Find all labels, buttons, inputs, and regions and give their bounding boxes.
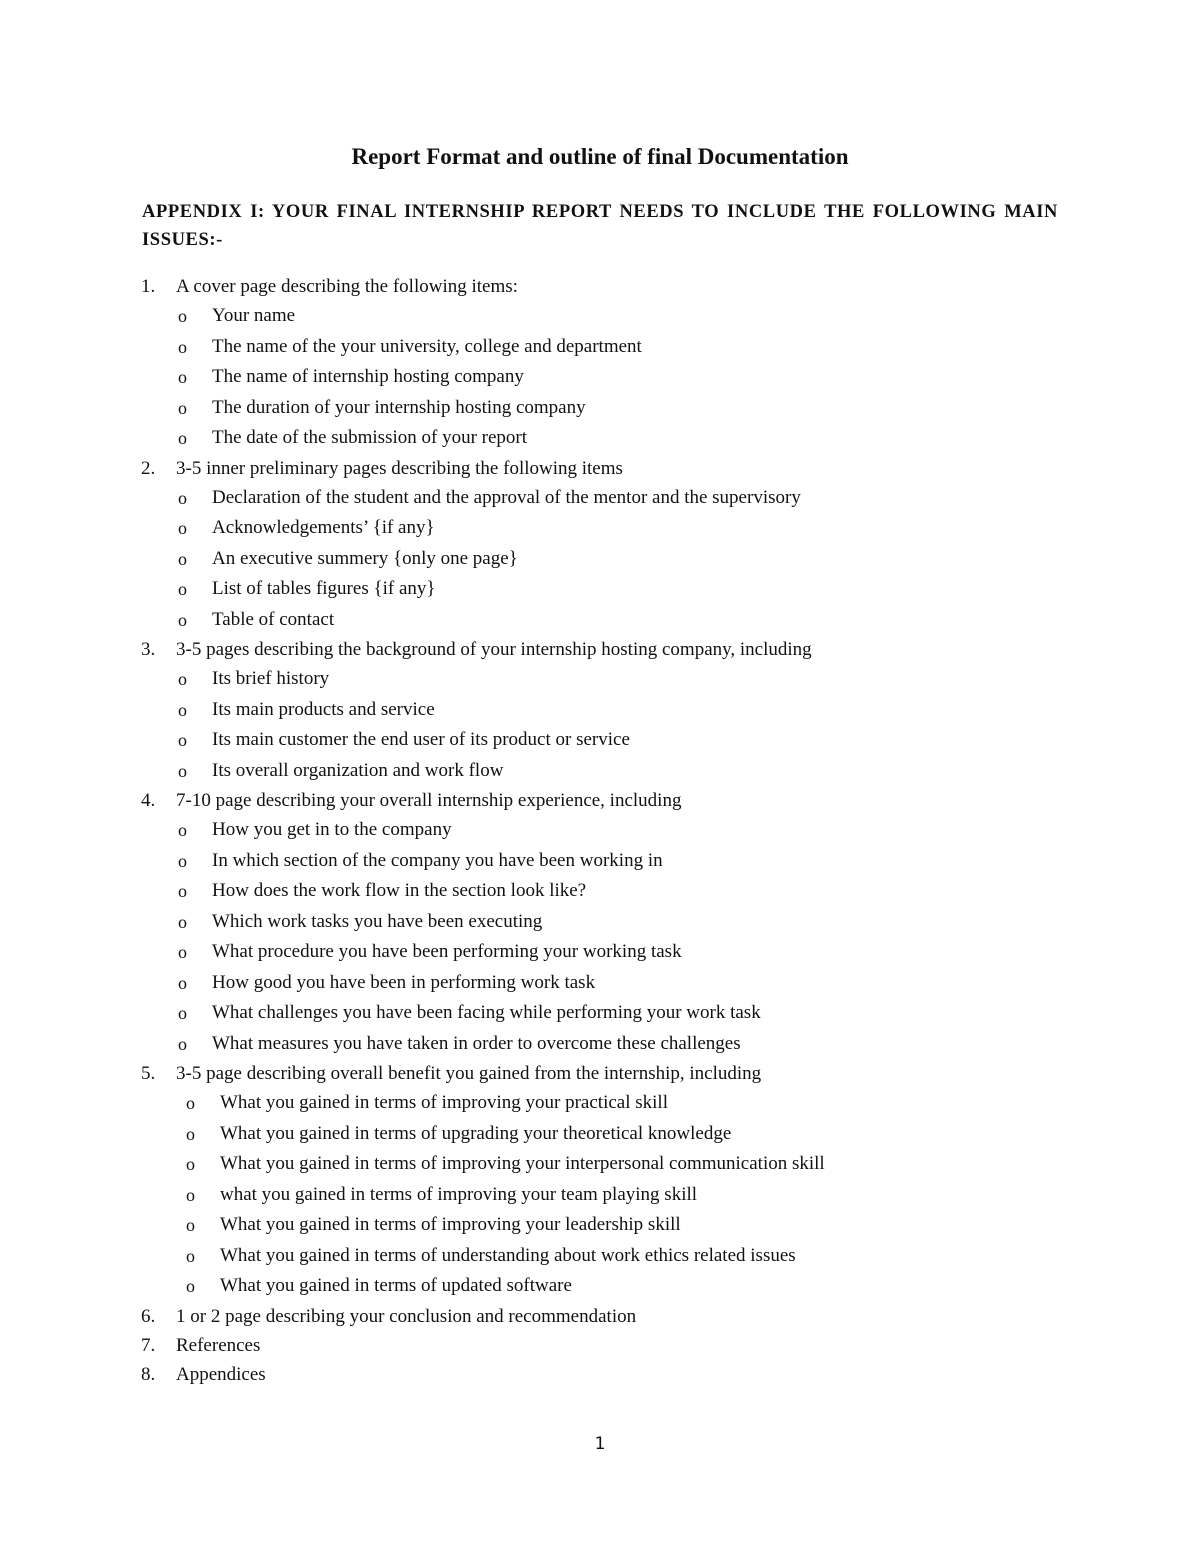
bullet-icon: o [178,881,187,901]
item-number: 7. [141,1334,156,1356]
sub-item [0,998,1200,1029]
sub-item [0,695,1200,726]
bullet-icon: o [178,336,187,357]
outline-item [0,454,1200,636]
sub-item [0,1029,1200,1060]
sub-item-text: What procedure you have been performing your working task [212,941,682,962]
bullet-icon: o [178,367,187,387]
bullet-icon: o [178,699,187,720]
bullet-icon: o [186,1215,195,1235]
sub-item-text: What you gained in terms of improving your practical skill [220,1092,668,1113]
sub-item [0,393,1200,424]
sub-item [0,907,1200,938]
item-text: A cover page describing the following items: [176,276,518,297]
sub-list [0,483,1200,636]
sub-item [0,968,1200,999]
bullet-icon: o [186,1154,195,1174]
sub-item [0,1180,1200,1211]
sub-item-text: Its brief history [212,668,330,689]
sub-list [0,301,1200,454]
outline-item [0,1302,1200,1331]
sub-item [0,756,1200,787]
sub-item-text: How does the work flow in the section look like? [212,880,587,901]
sub-item-text: Acknowledgements’ {if any} [212,517,435,538]
bullet-icon: o [178,428,187,448]
sub-item-text: The name of internship hosting company [212,366,524,387]
sub-item [0,574,1200,605]
bullet-icon: o [186,1245,195,1266]
item-text: 7-10 page describing your overall internship experience, including [176,790,682,811]
sub-item-text: The duration of your internship hosting company [212,396,586,418]
sub-item-text: Its main customer the end user of its product or service [212,729,630,750]
sub-item [0,1149,1200,1180]
item-number: 5. [141,1063,156,1084]
sub-item-text: Which work tasks you have been executing [212,910,543,932]
sub-item [0,876,1200,907]
bullet-icon: o [178,850,187,871]
sub-item-text: What you gained in terms of improving your interpersonal communication skill [220,1153,825,1174]
outline-item [0,1331,1200,1360]
bullet-icon: o [178,669,187,689]
item-text: Appendices [176,1363,266,1385]
bullet-icon: o [178,579,187,599]
sub-item-text: An executive summery {only one page} [212,547,518,569]
sub-item-text: What you gained in terms of understanding about work ethics related issues [220,1244,796,1266]
sub-item-text: Its main products and service [212,698,435,720]
bullet-icon: o [178,730,187,750]
item-text: 3-5 inner preliminary pages describing the following items [176,457,623,479]
outline-item [0,272,1200,454]
sub-item-text: How good you have been in performing work task [212,971,596,993]
sub-item [0,937,1200,968]
sub-item-text: The date of the submission of your report [212,427,528,448]
outline-item [0,1059,1200,1302]
item-text: References [176,1334,261,1356]
sub-list [0,1088,1200,1302]
item-number: 4. [141,790,156,811]
sub-item [0,332,1200,363]
sub-item [0,423,1200,454]
sub-item [0,1210,1200,1241]
item-number: 6. [141,1305,156,1327]
bullet-icon: o [178,911,187,932]
sub-item [0,725,1200,756]
sub-item [0,513,1200,544]
bullet-icon: o [186,1093,195,1113]
outline-item [0,786,1200,1059]
bullet-icon: o [178,1003,187,1023]
sub-item-text: Declaration of the student and the approval of the mentor and the supervisory [212,486,801,508]
document-title: Report Format and outline of final Documentation [351,144,849,169]
bullet-icon: o [178,942,187,962]
sub-item [0,1241,1200,1272]
item-number: 8. [141,1363,156,1385]
bullet-icon: o [178,820,187,840]
sub-item-text: Your name [212,305,296,326]
sub-item-text: What you gained in terms of updated software [220,1275,572,1296]
sub-item-text: Table of contact [212,608,335,630]
sub-item-text: What you gained in terms of upgrading your theoretical knowledge [220,1122,732,1144]
outline-item [0,1360,1200,1389]
sub-item [0,483,1200,514]
item-text: 3-5 page describing overall benefit you gained from the internship, including [176,1063,762,1084]
sub-item [0,1088,1200,1119]
sub-item-text: What challenges you have been facing while performing your work task [212,1002,761,1023]
bullet-icon: o [178,548,187,569]
bullet-icon: o [178,609,187,630]
bullet-icon: o [186,1123,195,1144]
outline-item [0,635,1200,786]
sub-list [0,815,1200,1059]
bullet-icon: o [186,1184,195,1205]
sub-list [0,664,1200,786]
sub-item-text: Its overall organization and work flow [212,759,504,781]
item-number: 3. [141,639,156,660]
bullet-icon: o [178,518,187,538]
bullet-icon: o [186,1276,195,1296]
item-text: 3-5 pages describing the background of your internship hosting company, including [176,639,812,660]
bullet-icon: o [178,487,187,508]
sub-item [0,605,1200,636]
sub-item [0,815,1200,846]
page-number: 1 [594,1434,606,1454]
sub-item-text: In which section of the company you have been working in [212,849,663,871]
item-text: 1 or 2 page describing your conclusion and recommendation [176,1305,637,1327]
sub-item [0,1119,1200,1150]
sub-item-text: What measures you have taken in order to overcome these challenges [212,1032,741,1054]
sub-item [0,1271,1200,1302]
appendix-heading: APPENDIX I: YOUR FINAL INTERNSHIP REPORT NEEDS TO INCLUDE THE FOLLOWING MAIN ISSUES:- [142,202,1058,250]
item-number: 1. [141,276,156,297]
sub-item-text: The name of the your university, college and department [212,335,642,357]
sub-item-text: what you gained in terms of improving your team playing skill [220,1183,698,1205]
bullet-icon: o [178,397,187,418]
sub-item [0,664,1200,695]
sub-item-text: List of tables figures {if any} [212,578,436,599]
bullet-icon: o [178,306,187,326]
sub-item-text: What you gained in terms of improving your leadership skill [220,1214,681,1235]
bullet-icon: o [178,760,187,781]
bullet-icon: o [178,1033,187,1054]
sub-item [0,362,1200,393]
sub-item [0,301,1200,332]
sub-item [0,846,1200,877]
report-outline-list [0,272,1200,1389]
bullet-icon: o [178,972,187,993]
sub-item [0,544,1200,575]
item-number: 2. [141,457,156,479]
sub-item-text: How you get in to the company [212,819,452,840]
